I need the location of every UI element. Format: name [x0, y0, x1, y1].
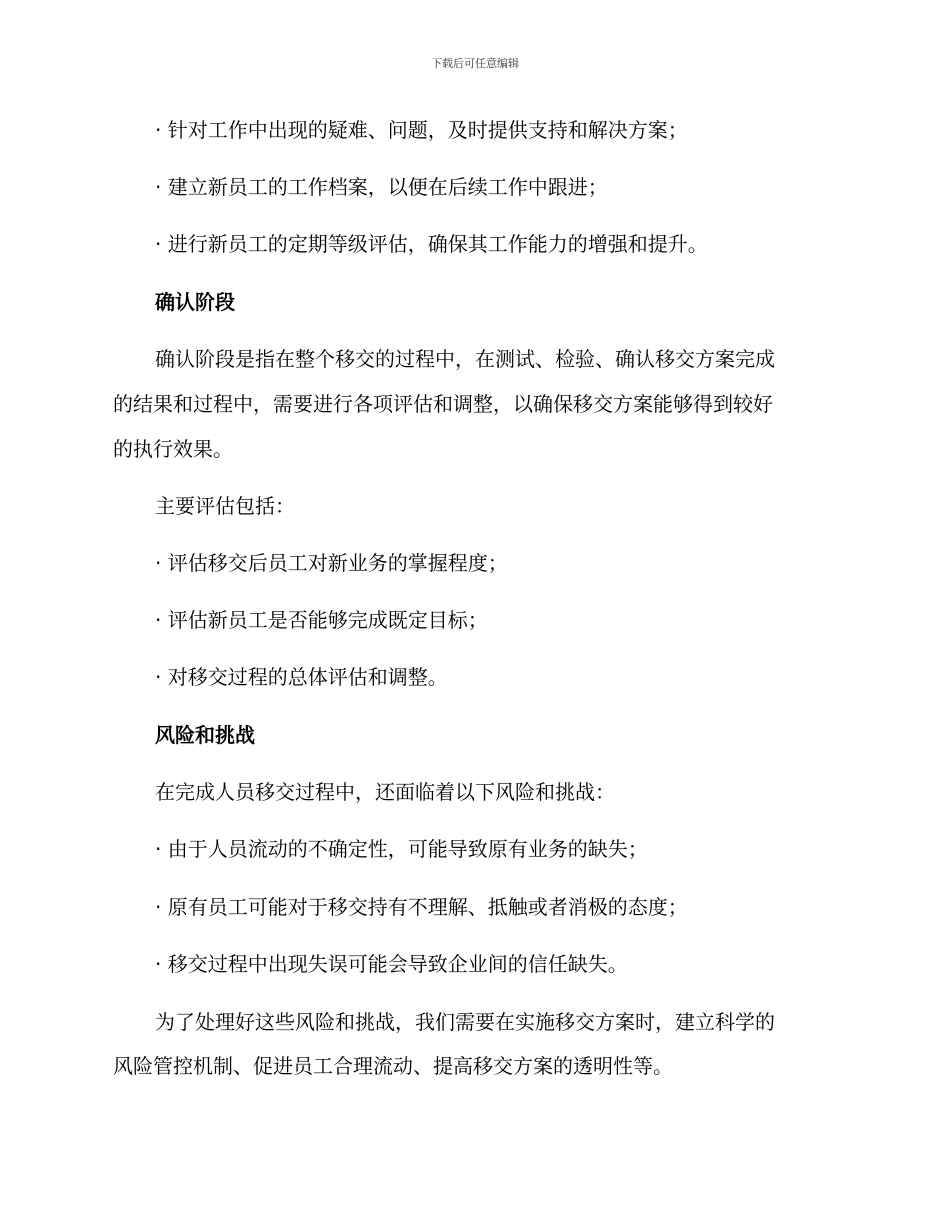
- paragraph-line: 为了处理好这些风险和挑战，我们需要在实施移交方案时，建立科学的: [155, 1010, 775, 1034]
- bullet-item: · 原有员工可能对于移交持有不理解、抵触或者消极的态度；: [155, 895, 688, 919]
- bullet-item: · 由于人员流动的不确定性，可能导致原有业务的缺失；: [155, 837, 648, 861]
- bullet-item: · 评估移交后员工对新业务的掌握程度；: [155, 551, 508, 575]
- paragraph-line: 风险管控机制、促进员工合理流动、提高移交方案的透明性等。: [113, 1054, 673, 1078]
- bullet-item: · 对移交过程的总体评估和调整。: [155, 665, 448, 689]
- bullet-item: · 进行新员工的定期等级评估，确保其工作能力的增强和提升。: [155, 232, 708, 256]
- bullet-item: · 移交过程中出现失误可能会导致企业间的信任缺失。: [155, 952, 628, 976]
- section-heading: 确认阶段: [155, 290, 235, 314]
- paragraph-line: 主要评估包括：: [155, 494, 295, 518]
- paragraph-line: 的执行效果。: [113, 437, 233, 461]
- paragraph-line: 在完成人员移交过程中，还面临着以下风险和挑战：: [155, 780, 615, 804]
- paragraph-line: 确认阶段是指在整个移交的过程中，在测试、检验、确认移交方案完成: [155, 347, 775, 371]
- bullet-item: · 建立新员工的工作档案，以便在后续工作中跟进；: [155, 175, 608, 199]
- page-header: 下载后可任意编辑: [431, 57, 519, 70]
- bullet-item: · 针对工作中出现的疑难、问题，及时提供支持和解决方案；: [155, 118, 688, 142]
- bullet-item: · 评估新员工是否能够完成既定目标；: [155, 608, 488, 632]
- paragraph-line: 的结果和过程中，需要进行各项评估和调整，以确保移交方案能够得到较好: [113, 392, 773, 416]
- section-heading: 风险和挑战: [155, 723, 255, 747]
